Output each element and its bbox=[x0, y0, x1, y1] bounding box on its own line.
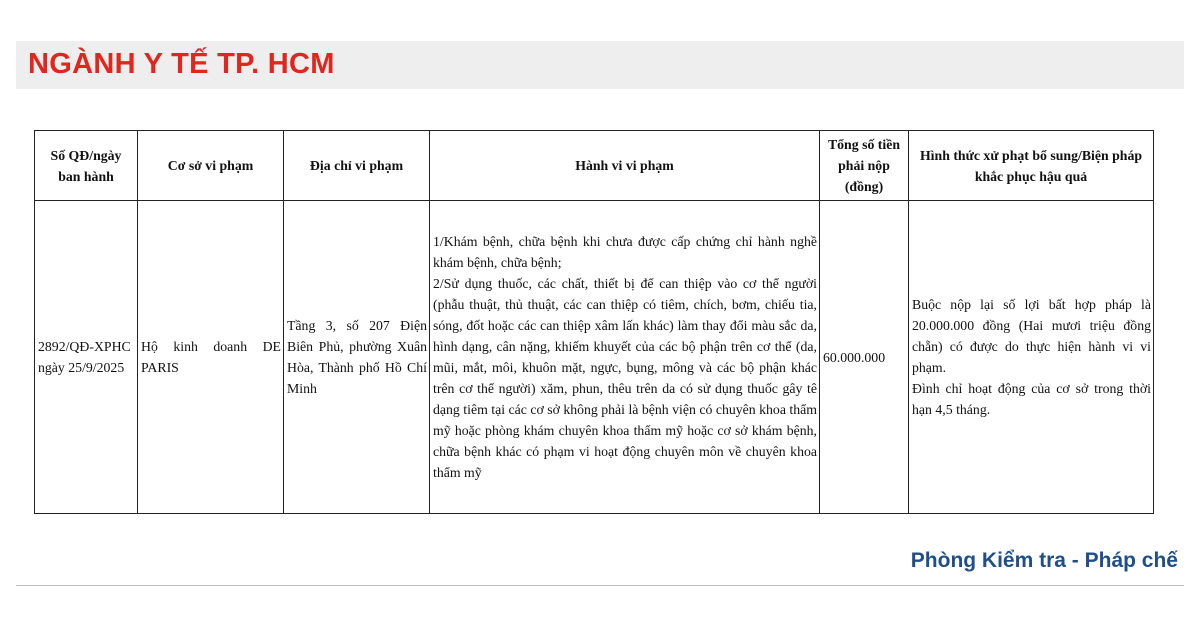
penalty-table bbox=[34, 130, 1154, 514]
violation-item: 2/Sử dụng thuốc, các chất, thiết bị để can thiệp vào cơ thể người (phẫu thuật, thủ thuật, các can thiệp có tiêm, chích, bơm, chiếu tia, sóng, đốt hoặc các can thiệp xâm lấn khác) làm thay đổi màu sắc da, hình dạng, cân nặng, khiếm khuyết của các bộ phận trên cơ thể (da, mũi, mắt, môi, khuôn mặt, ngực, bụng, mông và các bộ phận khác trên cơ thể người) xăm, phun, thêu trên da có sử dụng thuốc gây tê dạng tiêm tại các cơ sở không phải là bệnh viện có chuyên khoa thẩm mỹ hoặc phòng khám chuyên khoa thẩm mỹ hoặc cơ sở khám bệnh, chữa bệnh khác có phạm vi hoạt động chuyên môn về chuyên khoa thẩm mỹ bbox=[433, 276, 817, 480]
table-header-row bbox=[35, 131, 1154, 201]
column-header-violation: Hành vi vi phạm bbox=[430, 131, 820, 201]
remedy-item: Buộc nộp lại số lợi bất hợp pháp là 20.000.000 đồng (Hai mươi triệu đồng chẵn) có được do thực hiện hành vi vi phạm. bbox=[912, 297, 1151, 375]
address-cell: Tầng 3, số 207 Điện Biên Phủ, phường Xuân Hòa, Thành phố Hồ Chí Minh bbox=[284, 201, 430, 514]
decision-cell: 2892/QĐ-XPHC ngày 25/9/2025 bbox=[35, 201, 138, 514]
column-header-amount: Tổng số tiền phải nộp (đồng) bbox=[820, 131, 909, 201]
footer-divider bbox=[16, 585, 1184, 586]
department-signature: Phòng Kiểm tra - Pháp chế bbox=[910, 549, 1178, 572]
remedy-item: Đình chỉ hoạt động của cơ sở trong thời hạn 4,5 tháng. bbox=[912, 381, 1151, 417]
table-row bbox=[35, 201, 1154, 514]
column-header-decision: Số QĐ/ngày ban hành bbox=[35, 131, 138, 201]
amount-cell: 60.000.000 bbox=[820, 201, 909, 514]
page-title: NGÀNH Y TẾ TP. HCM bbox=[28, 48, 335, 80]
column-header-facility: Cơ sở vi phạm bbox=[138, 131, 284, 201]
violation-cell bbox=[430, 201, 820, 514]
violation-item: 1/Khám bệnh, chữa bệnh khi chưa được cấp chứng chỉ hành nghề khám bệnh, chữa bệnh; bbox=[433, 234, 817, 270]
column-header-address: Địa chỉ vi phạm bbox=[284, 131, 430, 201]
remedy-cell bbox=[909, 201, 1154, 514]
column-header-remedy: Hình thức xử phạt bổ sung/Biện pháp khắc phục hậu quả bbox=[909, 131, 1154, 201]
facility-cell: Hộ kinh doanh DE PARIS bbox=[138, 201, 284, 514]
